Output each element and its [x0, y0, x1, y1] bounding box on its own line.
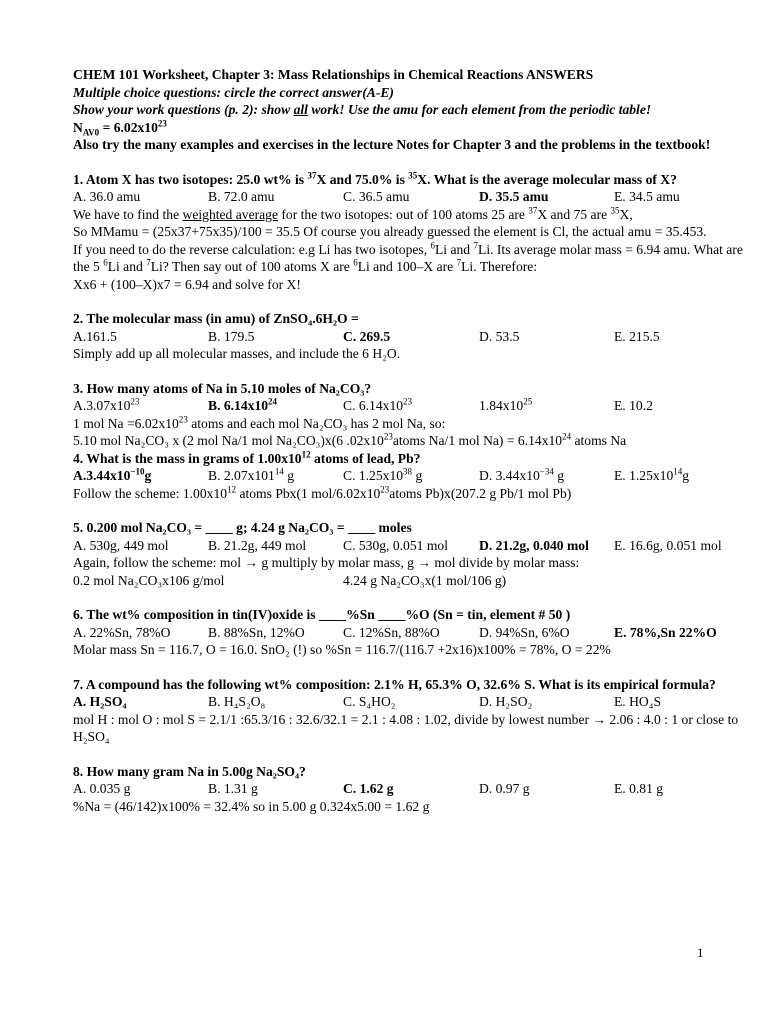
question-1-title: 1. Atom X has two isotopes: 25.0 wt% is $^{37}$X and 75.0% is $^{35}$X. What is the average molecular mass of X?: [73, 169, 677, 187]
worksheet-content: [73, 66, 745, 815]
question-5-option-b[interactable]: B. 21.2g, 449 mol: [208, 537, 307, 553]
question-8-option-d[interactable]: D. 0.97 g: [479, 781, 530, 796]
question-5: [73, 519, 745, 589]
question-7-option-a[interactable]: A. H₂SO₄: [73, 694, 127, 709]
question-2-options: [73, 328, 745, 346]
question-1-options: [73, 188, 745, 206]
question-5-explanation-1: Again, follow the scheme: mol → g multiply by molar mass, g → mol divide by molar mass:: [73, 555, 580, 570]
question-3-option-b[interactable]: B. $6.14x10^{24}$: [208, 396, 278, 413]
question-7-option-c[interactable]: C. S₄HO₂: [343, 694, 396, 709]
question-1-option-c[interactable]: C. 36.5 amu: [343, 189, 410, 204]
question-3-explanation-1: 1 mol $Na =6.02x10^{23}$ atoms and each mol Na₂CO₃ has 2 mol Na, so:: [73, 413, 446, 431]
question-6-option-a[interactable]: A. 22%Sn, 78%O: [73, 624, 171, 640]
question-3-option-a[interactable]: $A.3.07x10^{23}$: [73, 396, 140, 413]
question-4-options: [73, 467, 745, 485]
question-1-explanation-2: So MMamu = (25x37+75x35)/100 = 35.5 Of course you already guessed the element is Cl, the actual amu = 35.453.: [73, 224, 707, 239]
question-1-option-e[interactable]: E. 34.5 amu: [614, 189, 680, 204]
question-1-explanation-3: If you need to do the reverse calculation: e.g Li has two isotopes, $^6$Li and $^7$Li. Its average molar mass = 6.94 amu. What are the 5 $^6$Li and $^7$Li? Then say out of 100 atoms X are $^6$Li and 100–X are $^7$Li. Therefore:: [73, 239, 743, 274]
question-1-option-b[interactable]: B. 72.0 amu: [208, 189, 275, 204]
question-3-options: [73, 397, 745, 415]
question-8: [73, 763, 745, 816]
question-4-option-a[interactable]: $A.3.44x10^{-10}g$: [73, 466, 152, 483]
question-8-option-e[interactable]: E. 0.81 g: [614, 781, 664, 796]
question-7-option-b[interactable]: B. H₄S₂O₈: [208, 694, 266, 709]
question-8-option-c[interactable]: C. 1.62 g: [343, 781, 394, 796]
question-4-option-b[interactable]: B. $2.07x101^{14}$ g: [208, 466, 295, 483]
question-8-title: 8. How many gram Na in 5.00g Na₂SO₄?: [73, 763, 306, 779]
question-4-option-d[interactable]: D. $3.44x10^{-34}$ g: [479, 466, 565, 483]
question-4-explanation: Follow the scheme: $1.00x10^{12}$ atoms Pbx(1 mol/$6.02x10^{23}atoms$ Pb)x(207.2 g Pb/1 mol Pb): [73, 483, 572, 501]
question-3-explanation-2: 5.10 mol Na₂CO₃ x (2 mol Na/1 mol Na₂CO₃)x(6 $.02x10^{23}atoms$ Na/1 mol $Na) = 6.14x10^{24}$ atoms Na: [73, 431, 627, 448]
question-8-options: [73, 780, 745, 798]
question-8-option-b[interactable]: B. 1.31 g: [208, 781, 258, 796]
avogadro-number: $N_{AV0} = 6.02x10^{23}$: [73, 117, 167, 138]
question-6-option-b[interactable]: B. 88%Sn, 12%O: [208, 624, 305, 640]
question-6-option-d[interactable]: D. 94%Sn, 6%O: [479, 624, 570, 640]
question-1-explanation-4: Xx6 + (100–X)x7 = 6.94 and solve for X!: [73, 276, 301, 292]
question-2: [73, 310, 745, 363]
question-4-title: 4. What is the mass in grams of $1.00x10^{12}$ atoms of lead, Pb?: [73, 448, 421, 466]
question-6-options: [73, 624, 745, 642]
question-3-option-c[interactable]: C. $6.14x10^{23}$: [343, 396, 413, 413]
question-2-explanation: Simply add up all molecular masses, and include the 6 H₂O.: [73, 346, 401, 361]
question-2-option-d[interactable]: D. 53.5: [479, 328, 520, 344]
question-6-option-c[interactable]: C. 12%Sn, 88%O: [343, 624, 440, 640]
question-6-title: 6. The wt% composition in tin(IV)oxide is ____%Sn ____%O (Sn = tin, element # 50 ): [73, 607, 571, 622]
question-5-calc-grams: 0.2 mol Na₂CO₃x106 g/mol: [73, 572, 225, 588]
question-6-option-e[interactable]: E. 78%,Sn 22%O: [614, 624, 717, 640]
question-2-option-e[interactable]: E. 215.5: [614, 328, 660, 344]
question-8-explanation: %Na = (46/142)x100% = 32.4% so in 5.00 g 0.324x5.00 = 1.62 g: [73, 798, 430, 814]
question-5-option-a[interactable]: A. 530g, 449 mol: [73, 537, 169, 553]
work-instruction: Show your work questions (p. 2): show all work! Use the amu for each element from the periodic table!: [73, 102, 652, 117]
page-title: CHEM 101 Worksheet, Chapter 3: Mass Relationships in Chemical Reactions ANSWERS: [73, 67, 594, 82]
question-3-option-d[interactable]: $1.84x10^{25}$: [479, 396, 533, 413]
question-4: [73, 450, 745, 503]
question-7-title: 7. A compound has the following wt% composition: 2.1% H, 65.3% O, 32.6% S. What is its empirical formula?: [73, 676, 716, 692]
mc-instruction: Multiple choice questions: circle the correct answer(A-E): [73, 84, 394, 100]
question-3-title: 3. How many atoms of Na in 5.10 moles of Na₂CO₃?: [73, 380, 372, 396]
question-6: [73, 606, 745, 659]
question-1-option-d[interactable]: D. 35.5 amu: [479, 189, 549, 204]
question-6-explanation: Molar mass Sn = 116.7, O = 16.0. SnO₂ (!) so %Sn = 116.7/(116.7 +2x16)x100% = 78%, O = 22%: [73, 642, 611, 657]
question-5-calc-moles: 4.24 g Na₂CO₃x(1 mol/106 g): [343, 572, 507, 588]
question-8-option-a[interactable]: A. 0.035 g: [73, 781, 131, 796]
question-4-option-c[interactable]: C. $1.25x10^{38}$ g: [343, 466, 423, 483]
question-7-explanation: mol H : mol O : mol S = 2.1/1 :65.3/16 : 32.6/32.1 = 2.1 : 4.08 : 1.02, divide by lowest number → 2.06 : 4.0 : 1 or close to H₂SO₄: [73, 711, 739, 744]
question-7-option-d[interactable]: D. H₂SO₂: [479, 694, 533, 709]
question-1: [73, 171, 745, 294]
question-7: [73, 676, 745, 746]
question-5-options: [73, 537, 745, 555]
question-3: [73, 380, 745, 450]
question-3-option-e[interactable]: E. 10.2: [614, 398, 653, 413]
also-try-note: Also try the many examples and exercises in the lecture Notes for Chapter 3 and the problems in the textbook!: [73, 137, 711, 152]
question-5-title: 5. 0.200 mol Na₂CO₃ = ____ g; 4.24 g Na₂CO₃ = ____ moles: [73, 520, 412, 535]
question-5-explanation-2: [73, 572, 745, 590]
page-number: 1: [697, 945, 704, 960]
question-1-explanation-1: We have to find the weighted average for the two isotopes: out of 100 atoms 25 are $^{37}$X and 75 are $^{35}$X,: [73, 204, 633, 222]
question-5-option-c[interactable]: C. 530g, 0.051 mol: [343, 537, 448, 553]
question-7-option-e[interactable]: E. HO₄S: [614, 694, 662, 709]
question-4-option-e[interactable]: E. $1.25x10^{14}g$: [614, 466, 690, 483]
question-5-option-e[interactable]: E. 16.6g, 0.051 mol: [614, 537, 722, 553]
question-2-option-a[interactable]: A.161.5: [73, 328, 117, 344]
question-5-option-d[interactable]: D. 21.2g, 0.040 mol: [479, 537, 589, 553]
question-2-title: 2. The molecular mass (in amu) of ZnSO₄.6H₂O =: [73, 311, 359, 326]
question-1-option-a[interactable]: A. 36.0 amu: [73, 189, 141, 204]
question-2-option-b[interactable]: B. 179.5: [208, 328, 255, 344]
question-2-option-c[interactable]: C. 269.5: [343, 328, 391, 344]
question-7-options: [73, 693, 745, 711]
